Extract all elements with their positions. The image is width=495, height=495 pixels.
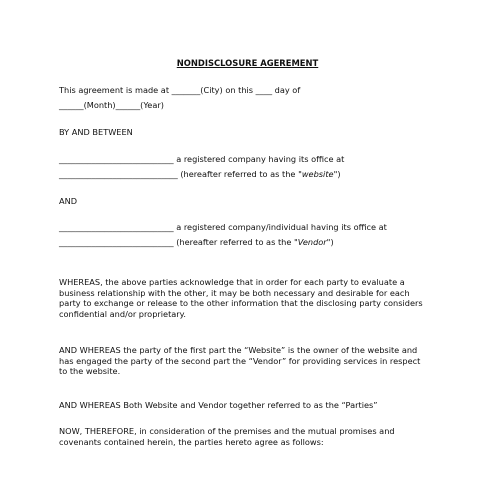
party1-office-text: a registered company having its office at bbox=[173, 154, 345, 164]
party2-line-1 bbox=[59, 222, 387, 233]
party1-line-2: _____________________________ (hereafter referred to as the "website") bbox=[59, 169, 341, 179]
party1-name-blank: ____________________________ bbox=[59, 154, 174, 164]
intro-line-2: ______(Month)______(Year) bbox=[59, 100, 164, 110]
party1-office-blank: _____________________________ bbox=[59, 169, 178, 179]
whereas-paragraph-2: AND WHEREAS the party of the first part the “Website” is the owner of the website and has engaged the party of the second part the “Vendor” for providing services in respect to the website. bbox=[59, 345, 421, 377]
between-label: BY AND BETWEEN bbox=[59, 127, 133, 137]
party2-line-2: ____________________________ (hereafter referred to as the "Vendor") bbox=[59, 237, 334, 247]
document-title: NONDISCLOSURE AGEREMENT bbox=[176, 58, 319, 68]
party2-name-blank: ____________________________ bbox=[59, 222, 174, 232]
intro-line-1: This agreement is made at _______(City) on this ____ day of bbox=[59, 85, 301, 95]
party1-line-1 bbox=[59, 154, 344, 165]
party2-office-text: a registered company/individual having its office at bbox=[173, 222, 387, 232]
party1-alias: "website" bbox=[298, 169, 338, 179]
party2-alias: "Vendor" bbox=[293, 237, 331, 247]
whereas-paragraph-1: WHEREAS, the above parties acknowledge that in order for each party to evaluate a business relationship with the other, it may be both necessary and desirable for each party to exchange or release to the other information that the disclosing party considers confidential and/or proprietary. bbox=[59, 277, 423, 319]
now-therefore-paragraph: NOW, THEREFORE, in consideration of the premises and the mutual promises and covenants contained herein, the parties hereto agree as follows: bbox=[59, 426, 395, 447]
party2-office-blank: ____________________________ bbox=[59, 237, 174, 247]
party2-referred-text: (hereafter referred to as the bbox=[173, 237, 294, 247]
and-label: AND bbox=[59, 196, 78, 206]
party1-referred-text: (hereafter referred to as the bbox=[177, 169, 299, 179]
whereas-paragraph-3: AND WHEREAS Both Website and Vendor together referred to as the “Parties” bbox=[59, 400, 378, 410]
